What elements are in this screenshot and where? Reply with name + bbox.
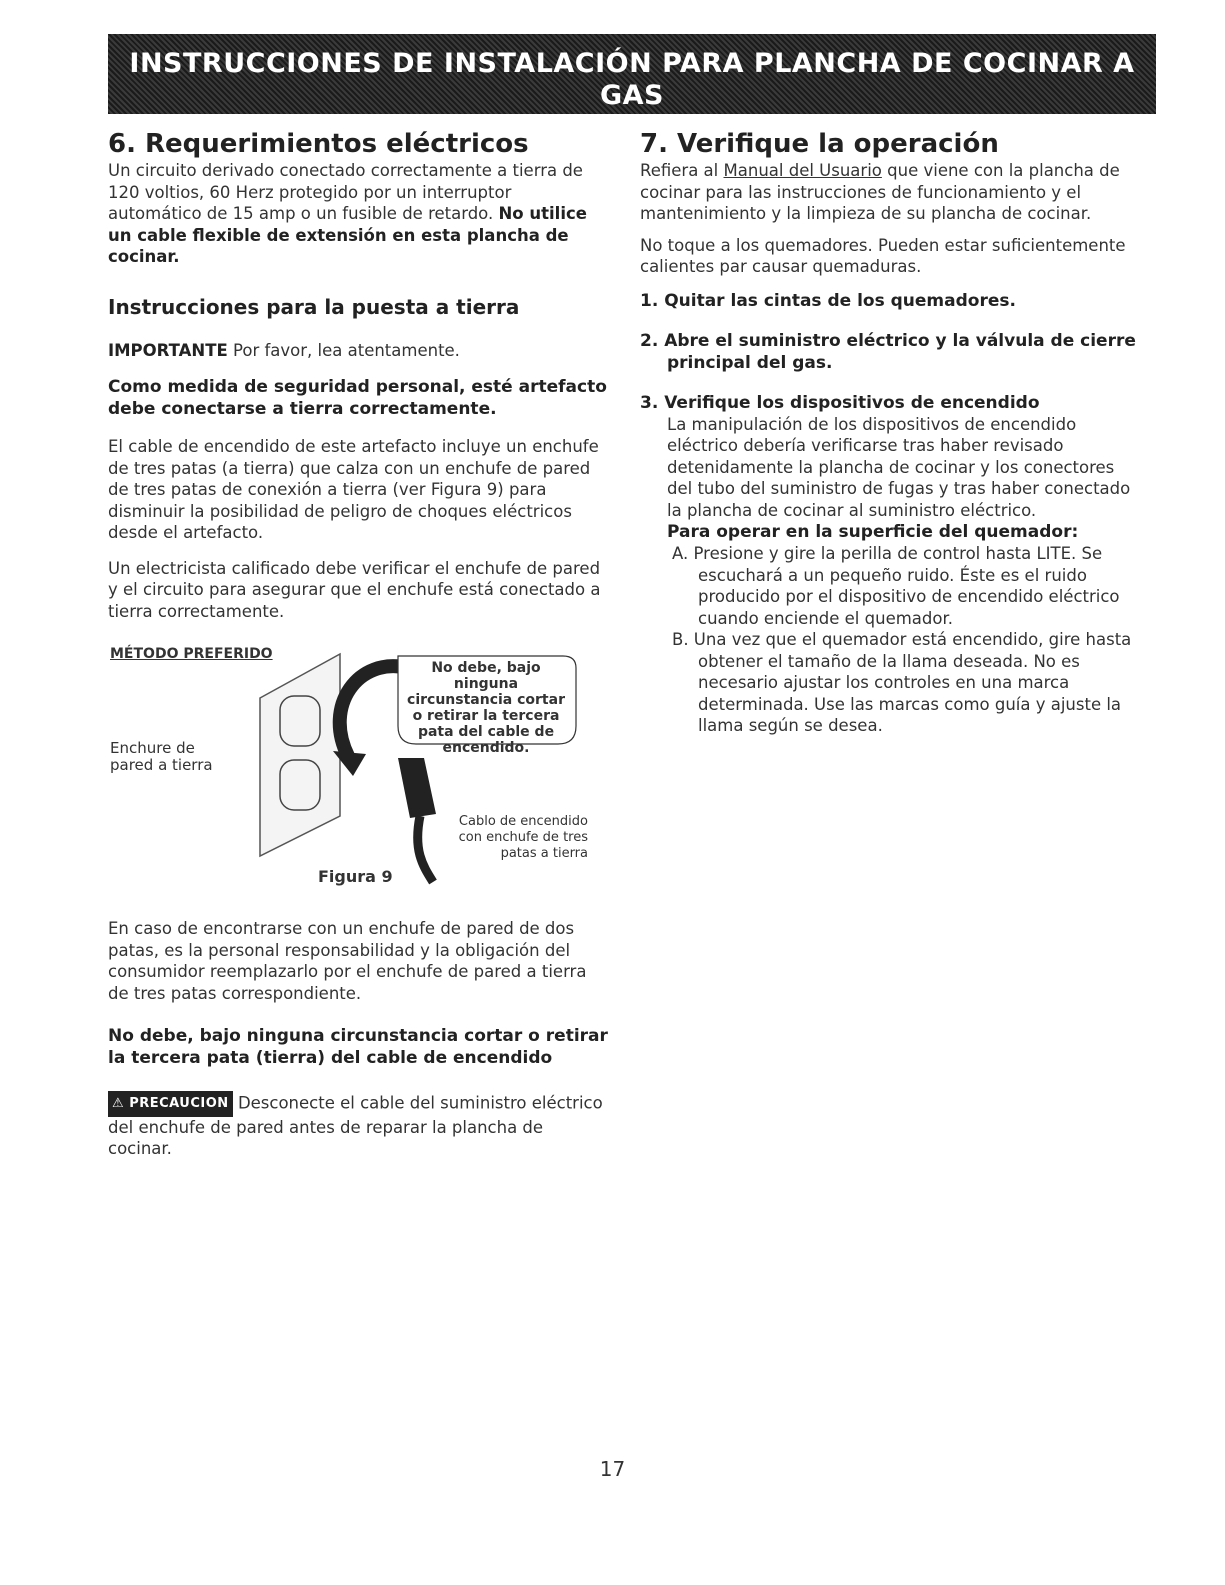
important-note: IMPORTANTE Por favor, lea atentamente. <box>108 340 460 360</box>
section7-title: 7. Verifique la operación <box>640 129 999 159</box>
header-title: INSTRUCCIONES DE INSTALACIÓN PARA PLANCHA DE COCINAR A GAS <box>129 48 1135 111</box>
caution-badge: ⚠ PRECAUCION <box>108 1091 233 1117</box>
warning-triangle-icon: ⚠ <box>112 1096 125 1111</box>
paragraph-two-prong: En caso de encontrarse con un enchufe de pared de dos patas, es la personal responsabilidad y la obligación del consumidor reemplazarlo por el enchufe de pared a tierra de tres patas correspondiente. <box>108 919 587 1003</box>
item-a: A. Presione y gire la perilla de control hasta LITE. Se escuchará a un pequeño ruido. Éste es el ruido producido por el dispositivo de encendido eléctrico cuando enciende el quemador. <box>672 544 1120 628</box>
power-cord <box>418 816 433 882</box>
step-3-title: 3. Verifique los dispositivos de encendido <box>640 392 1040 413</box>
right-column <box>640 128 1140 737</box>
user-manual-link: Manual del Usuario <box>723 161 882 180</box>
section6-title: 6. Requerimientos eléctricos <box>108 129 529 159</box>
step-1: 1. Quitar las cintas de los quemadores. <box>640 290 1016 311</box>
plug-body <box>398 758 436 818</box>
step-2: 2. Abre el suministro eléctrico y la válvula de cierre principal del gas. <box>640 330 1136 373</box>
third-prong-warning: No debe, bajo ninguna circunstancia cortar o retirar la tercera pata (tierra) del cable de encendido <box>108 1026 608 1068</box>
section7-intro: Refiera al Manual del Usuario que viene con la plancha de cocinar para las instrucciones de funcionamiento y el mantenimiento y la limpieza de su plancha de cocinar. <box>640 161 1120 223</box>
left-column <box>108 128 608 1160</box>
paragraph-plug: El cable de encendido de este artefacto incluye un enchufe de tres patas (a tierra) que calza con un enchufe de pared de tres patas de conexión a tierra (ver Figura 9) para disminuir la posibilidad de peligro de choques eléctricos desde el artefacto. <box>108 437 599 542</box>
burn-warning: No toque a los quemadores. Pueden estar suficientemente calientes par causar quemaduras. <box>640 235 1126 276</box>
figure-caption: Figura 9 <box>318 867 393 886</box>
section6-body: Un circuito derivado conectado correctamente a tierra de 120 voltios, 60 Herz protegido por un interruptor automático de 15 amp o un fusible de retardo. No utilice un cable flexible de extensión en esta plancha de cocinar. <box>108 161 587 266</box>
surface-title: Para operar en la superficie del quemador: <box>667 522 1079 542</box>
outlet-label: Enchure de pared a tierra <box>110 739 213 774</box>
safety-warning: Como medida de seguridad personal, esté artefacto debe conectarse a tierra correctamente. <box>108 377 607 419</box>
grounding-title: Instrucciones para la puesta a tierra <box>108 294 520 319</box>
page-number: 17 <box>599 1457 626 1481</box>
header-banner <box>108 34 1156 130</box>
cable-label: Cablo de encendido con enchufe de tres patas a tierra <box>458 814 588 861</box>
header-subtitle: (Para modelos de 30 & 36) <box>526 114 737 130</box>
paragraph-electrician: Un electricista calificado debe verificar el enchufe de pared y el circuito para asegurar que el enchufe está conectado a tierra correctamente. <box>108 558 601 621</box>
item-b: B. Una vez que el quemador está encendido, gire hasta obtener el tamaño de la llama deseada. No es necesario ajustar los controles en una marca determinada. Use las marcas como guía y ajuste la llama según se desea. <box>672 630 1132 735</box>
method-label: MÉTODO PREFERIDO <box>110 646 273 662</box>
wall-plate <box>260 654 340 856</box>
step-3-text: La manipulación de los dispositivos de encendido eléctrico debería verificarse tras haber revisado detenidamente la plancha de cocinar y los conectores del tubo del suministro de fugas y tras haber conectado la plancha de cocinar al suministro eléctrico. <box>667 414 1131 520</box>
bubble-text: No debe, bajo ninguna circunstancia cortar o retirar la tercera pata del cable de encendido. <box>407 660 565 756</box>
caution-note: ⚠ PRECAUCION Desconecte el cable del suministro eléctrico del enchufe de pared antes de reparar la plancha de cocinar. <box>108 1091 608 1160</box>
figure-9 <box>108 646 608 886</box>
